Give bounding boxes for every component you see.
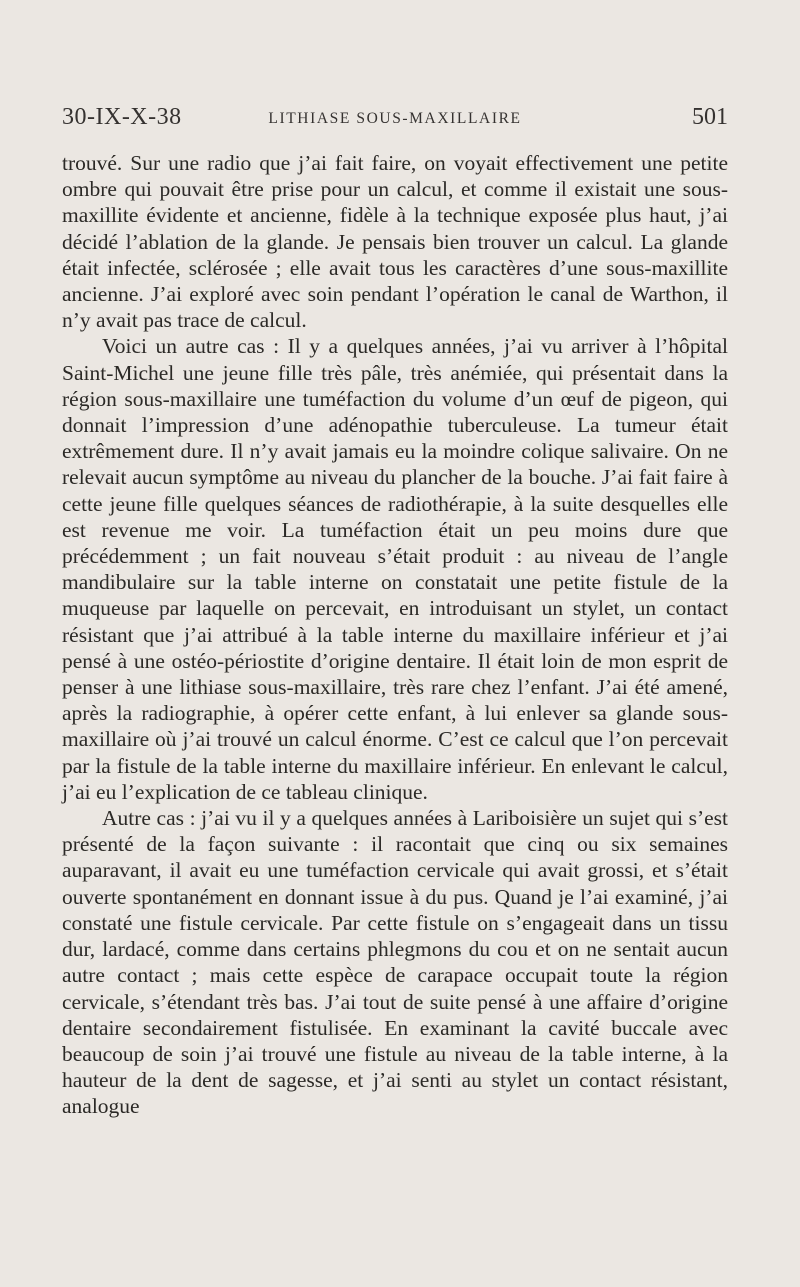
page-number: 501 <box>692 104 728 130</box>
paragraph-continued: trouvé. Sur une radio que j’ai fait faire, on voyait effectivement une petite ombre qui pouvait être prise pour un calcul, et comme il existait une sous-maxillite évidente et ancienne, fidèle à la technique exposée plus haut, j’ai décidé l’ablation de la glande. Je pensais bien trouver un calcul. La glande était infectée, sclérosée ; elle avait tous les caractères d’une sous-maxillite ancienne. J’ai exploré avec soin pendant l’opération le canal de Warthon, il n’y avait pas trace de calcul. <box>62 151 728 333</box>
paragraph-case-saint-michel: Voici un autre cas : Il y a quelques années, j’ai vu arriver à l’hôpital Saint-Michel une jeune fille très pâle, très anémiée, qui présentait dans la région sous-maxillaire une tuméfaction du volume d’un œuf de pigeon, qui donnait l’impression d’une adénopathie tuberculeuse. La tumeur était extrêmement dure. Il n’y avait jamais eu la moindre colique salivaire. On ne relevait aucun symptôme au niveau du plancher de la bouche. J’ai fait faire à cette jeune fille quelques séances de radiothérapie, à la suite desquelles elle est revenue me voir. La tuméfaction était un peu moins dure que précédemment ; un fait nouveau s’était produit : au niveau de l’angle mandibulaire sur la table interne on constatait une petite fistule de la muqueuse par laquelle on percevait, en introduisant un stylet, un contact résistant que j’ai attribué à la table interne du maxillaire inférieur et j’ai pensé à une ostéo-périostite d’origine dentaire. Il était loin de mon esprit de penser à une lithiase sous-maxillaire, très rare chez l’enfant. J’ai été amené, après la radiographie, à opérer cette enfant, à lui enlever sa glande sous-maxillaire où j’ai trouvé un calcul énorme. C’est ce calcul que l’on percevait par la fistule de la table interne du maxillaire inférieur. En enlevant le calcul, j’ai eu l’explication de ce tableau clinique. <box>62 334 728 804</box>
running-title: LITHIASE SOUS-MAXILLAIRE <box>268 110 522 127</box>
issue-reference: 30-IX-X-38 <box>62 104 182 130</box>
paragraph-case-lariboisiere: Autre cas : j’ai vu il y a quelques années à Lariboisière un sujet qui s’est présenté de la façon suivante : il racontait que cinq ou six semaines auparavant, il avait eu une tuméfaction cervicale qui avait grossi, et s’était ouverte spontanément en donnant issue à du pus. Quand je l’ai examiné, j’ai constaté une fistule cervicale. Par cette fistule on s’engageait dans un tissu dur, lardacé, comme dans certains phlegmons du cou et on ne sentait aucun autre contact ; mais cette espèce de carapace occupait toute la région cervicale, s’étendant très bas. J’ai tout de suite pensé à une affaire d’origine dentaire secondairement fistulisée. En examinant la cavité buccale avec beaucoup de soin j’ai trouvé une fistule au niveau de la table interne, à la hauteur de la dent de sagesse, et j’ai senti au stylet un contact résistant, analogue <box>62 806 728 1119</box>
page-header <box>62 104 728 134</box>
body-text <box>62 150 728 1120</box>
